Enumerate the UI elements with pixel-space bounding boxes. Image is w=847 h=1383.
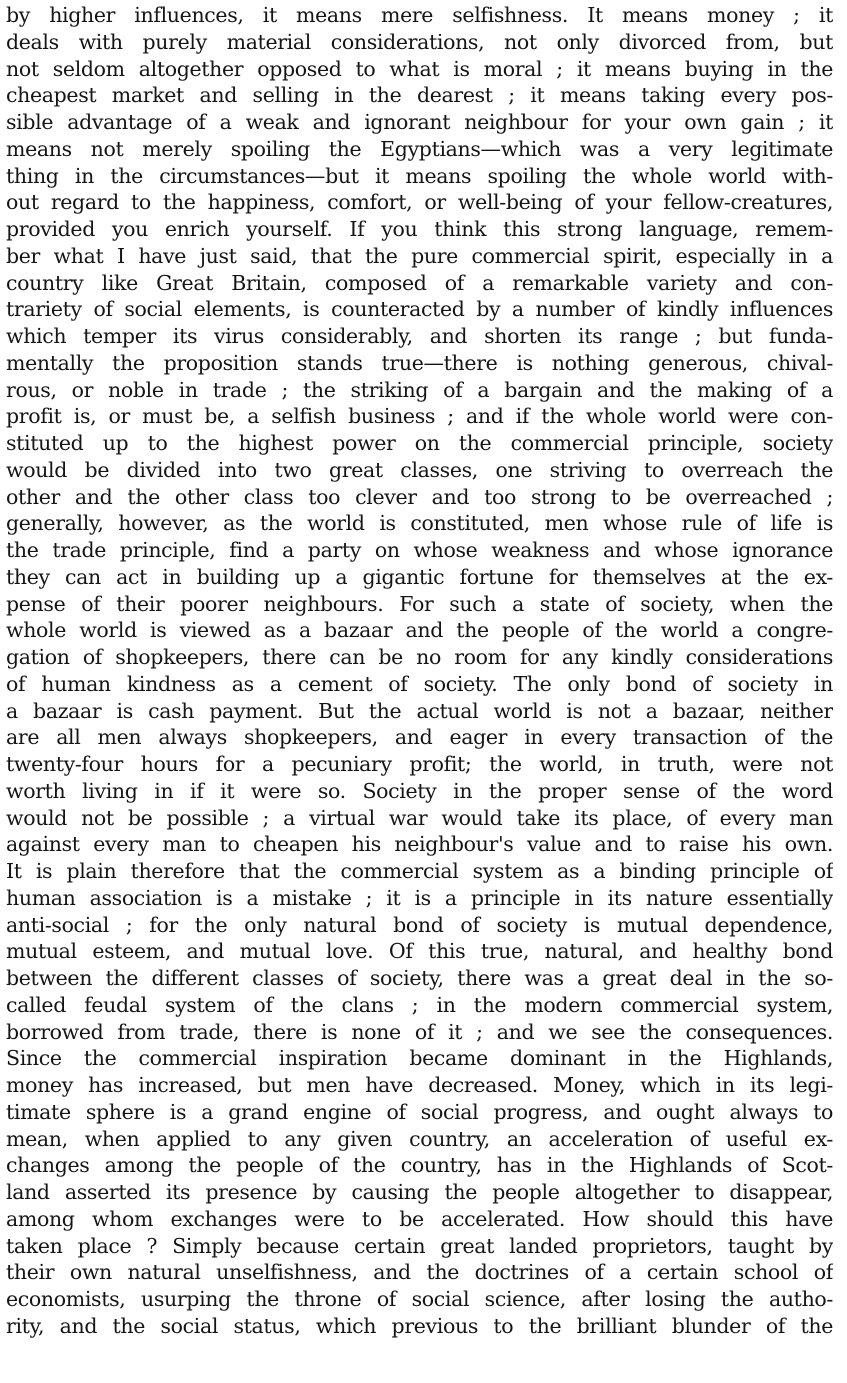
text-line: mentally the proposition stands true—there is nothing generous, chival- (6, 350, 833, 375)
text-line: taken place ? Simply because certain great landed proprietors, taught by (6, 1233, 833, 1258)
text-line: borrowed from trade, there is none of it ; and we see the consequences. (6, 1019, 833, 1044)
text-line: It is plain therefore that the commercial system as a binding principle of (6, 859, 833, 883)
text-line: gation of shopkeepers, there can be no room for any kindly considerations (6, 645, 833, 669)
text-line: between the different classes of society, there was a great deal in the so- (6, 966, 833, 990)
text-line: provided you enrich yourself. If you think this strong language, remem- (6, 217, 833, 241)
text-line: mutual esteem, and mutual love. Of this true, natural, and healthy bond (6, 939, 833, 964)
text-line: human association is a mistake ; it is a principle in its nature essentially (6, 885, 833, 910)
text-line: out regard to the happiness, comfort, or well-being of your fellow-creatures, (6, 190, 833, 215)
text-line: whole world is viewed as a bazaar and the people of the world a congre- (6, 618, 833, 643)
text-line: which temper its virus considerably, and shorten its range ; but funda- (6, 324, 833, 348)
text-line: money has increased, but men have decreased. Money, which in its legi- (6, 1073, 833, 1097)
text-line: ber what I have just said, that the pure commercial spirit, especially in a (6, 243, 833, 268)
text-line: trariety of social elements, is counteracted by a number of kindly influences (6, 297, 833, 322)
text-line: rous, or noble in trade ; the striking of a bargain and the making of a (6, 377, 833, 402)
document-page (6, 2, 833, 1340)
text-line: profit is, or must be, a selfish business ; and if the whole world were con- (6, 404, 833, 429)
text-line: deals with purely material considerations, not only divorced from, but (6, 29, 833, 54)
text-line: of human kindness as a cement of society. The only bond of society in (6, 671, 833, 696)
text-line: their own natural unselfishness, and the doctrines of a certain school of (6, 1260, 833, 1285)
text-line: by higher influences, it means mere selfishness. It means money ; it (6, 3, 833, 27)
text-line: a bazaar is cash payment. But the actual world is not a bazaar, neither (6, 698, 833, 723)
text-line: twenty-four hours for a pecuniary profit; the world, in truth, were not (6, 752, 833, 776)
text-line: means not merely spoiling the Egyptians—which was a very legitimate (6, 136, 833, 161)
text-line: rity, and the social status, which previous to the brilliant blunder of the (6, 1313, 833, 1338)
text-line: sible advantage of a weak and ignorant neighbour for your own gain ; it (6, 110, 833, 134)
text-line: generally, however, as the world is constituted, men whose rule of life is (6, 511, 833, 536)
text-line: cheapest market and selling in the dearest ; it means taking every pos- (6, 83, 833, 108)
text-line: among whom exchanges were to be accelerated. How should this have (6, 1206, 833, 1231)
text-line: timate sphere is a grand engine of social progress, and ought always to (6, 1099, 833, 1124)
text-line: country like Great Britain, composed of a remarkable variety and con- (6, 270, 833, 295)
text-line: land asserted its presence by causing the people altogether to disappear, (6, 1180, 833, 1204)
text-line: other and the other class too clever and too strong to be overreached ; (6, 484, 833, 509)
text-line: anti-social ; for the only natural bond of society is mutual dependence, (6, 912, 833, 937)
text-line: economists, usurping the throne of social science, after losing the autho- (6, 1287, 833, 1311)
text-line: pense of their poorer neighbours. For such a state of society, when the (6, 591, 833, 616)
text-line: against every man to cheapen his neighbour's value and to raise his own. (6, 832, 833, 857)
text-line: worth living in if it were so. Society in the proper sense of the word (6, 778, 833, 803)
text-line: not seldom altogether opposed to what is moral ; it means buying in the (6, 56, 833, 81)
text-line: they can act in building up a gigantic fortune for themselves at the ex- (6, 564, 833, 589)
text-line: Since the commercial inspiration became dominant in the Highlands, (6, 1046, 833, 1071)
text-line: called feudal system of the clans ; in the modern commercial system, (6, 992, 833, 1017)
text-line: thing in the circumstances—but it means spoiling the whole world with- (6, 163, 833, 188)
text-line: the trade principle, find a party on whose weakness and whose ignorance (6, 538, 833, 562)
text-line: changes among the people of the country, has in the Highlands of Scot- (6, 1153, 833, 1178)
text-line: would not be possible ; a virtual war would take its place, of every man (6, 805, 833, 830)
text-line: are all men always shopkeepers, and eager in every transaction of the (6, 725, 833, 750)
text-line: would be divided into two great classes, one striving to overreach the (6, 457, 833, 482)
text-line: mean, when applied to any given country, an acceleration of useful ex- (6, 1126, 833, 1151)
text-line: stituted up to the highest power on the commercial principle, society (6, 431, 833, 455)
